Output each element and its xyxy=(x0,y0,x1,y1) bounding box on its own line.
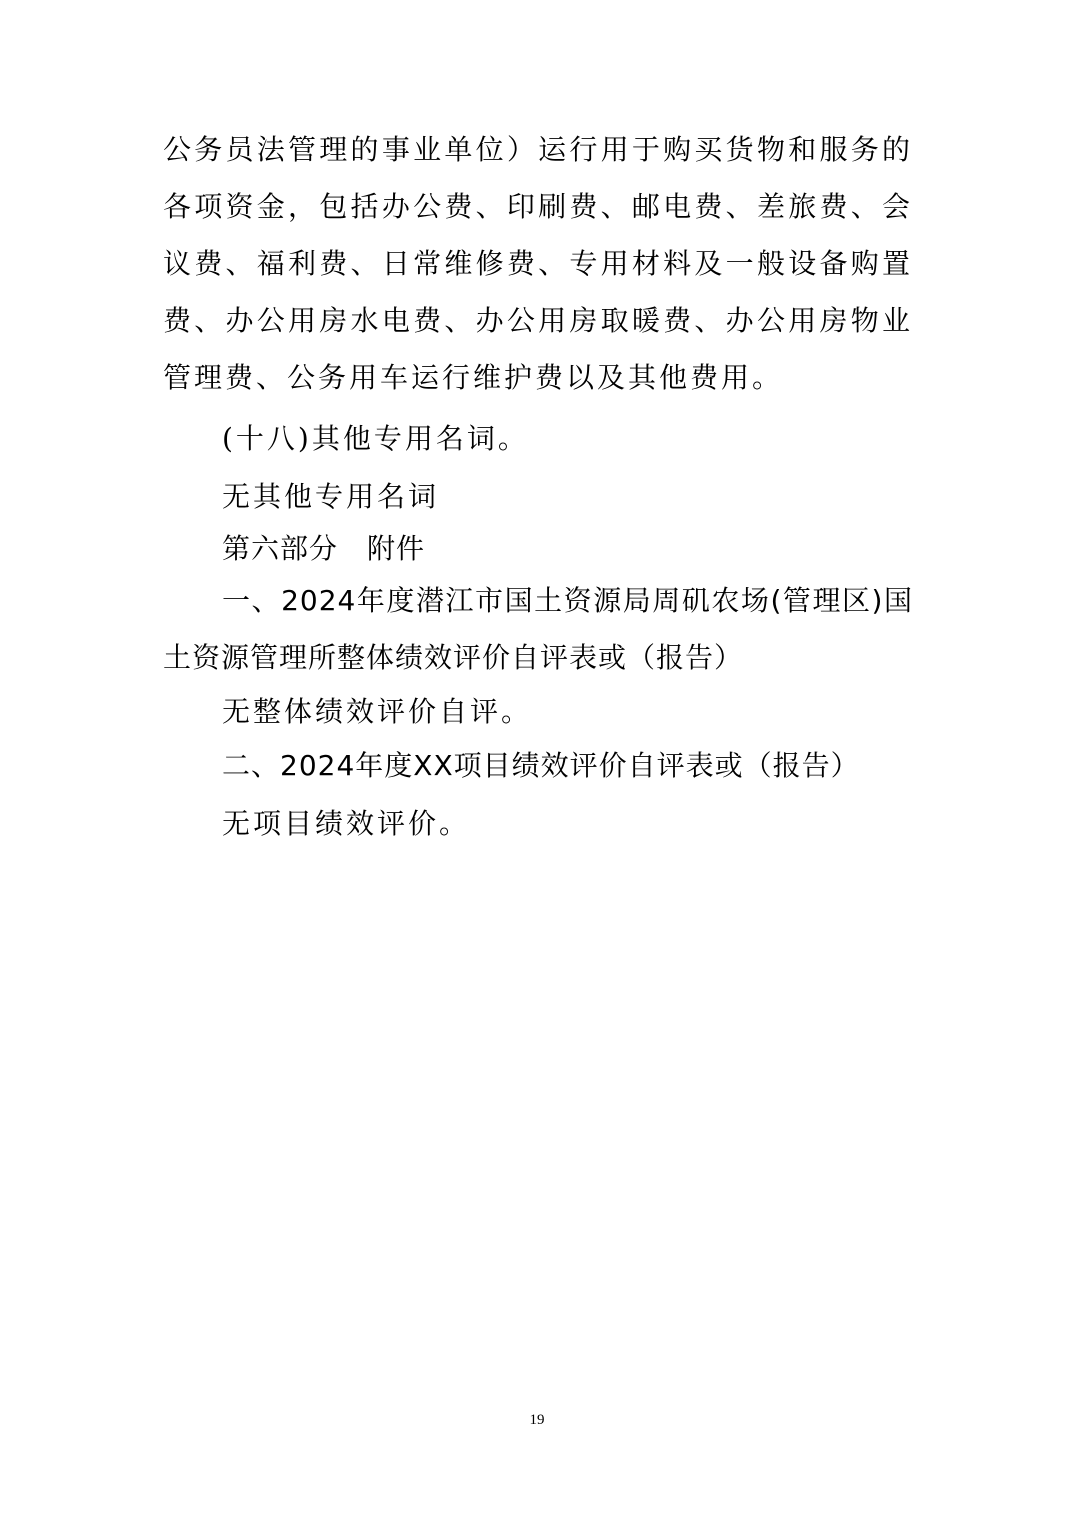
page-number: 19 xyxy=(529,1412,545,1428)
attachment-two-heading: 二、2024年度XX项目绩效评价自评表或（报告） xyxy=(222,749,860,782)
paragraph-no-other-terms: 无其他专用名词 xyxy=(222,480,440,513)
paragraph-public-funds-definition: 公务员法管理的事业单位）运行用于购买货物和服务的各项资金，包括办公费、印刷费、邮电费、差旅费、会议费、福利费、日常维修费、专用材料及一般设备购置费、办公用房水电费、办公用房取暖费、办公用房物业管理费、公务用车运行维护费以及其他费用。 xyxy=(163,133,913,394)
attachment-one-heading: 一、2024年度潜江市国土资源局周矶农场(管理区)国土资源管理所整体绩效评价自评表或（报告） xyxy=(163,584,913,674)
section-heading-other-terms: (十八)其他专用名词。 xyxy=(222,422,529,455)
paragraph-no-overall-evaluation: 无整体绩效评价自评。 xyxy=(222,695,533,728)
paragraph-no-project-evaluation: 无项目绩效评价。 xyxy=(222,807,471,840)
part-six-heading: 第六部分 附件 xyxy=(222,532,426,565)
